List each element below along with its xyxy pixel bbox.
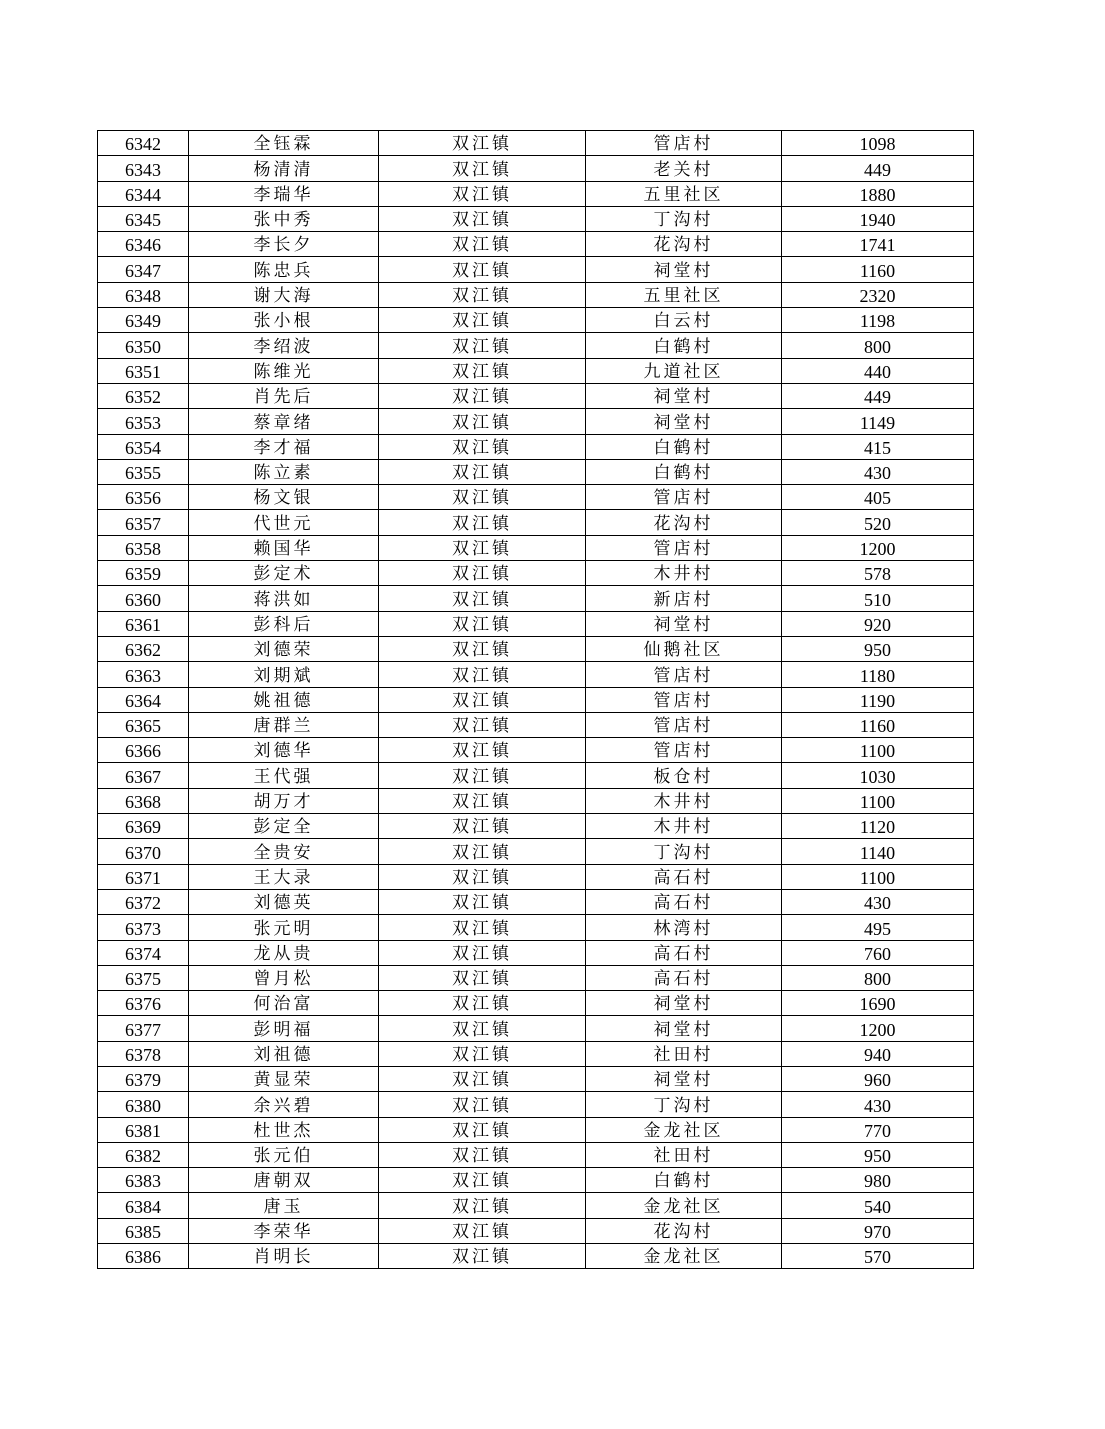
cell-village: 五里社区 [586, 181, 782, 206]
table-row [98, 712, 974, 737]
cell-village: 管店村 [586, 131, 782, 156]
cell-town: 双江镇 [379, 763, 586, 788]
cell-village: 花沟村 [586, 232, 782, 257]
cell-village: 社田村 [586, 1041, 782, 1066]
cell-village: 板仓村 [586, 763, 782, 788]
cell-village: 高石村 [586, 940, 782, 965]
cell-name: 李长夕 [189, 232, 379, 257]
cell-town: 双江镇 [379, 1244, 586, 1269]
cell-number: 6346 [98, 232, 189, 257]
cell-amount: 578 [782, 561, 974, 586]
cell-amount: 405 [782, 485, 974, 510]
cell-town: 双江镇 [379, 636, 586, 661]
cell-amount: 960 [782, 1066, 974, 1091]
cell-amount: 449 [782, 383, 974, 408]
cell-number: 6377 [98, 1016, 189, 1041]
cell-amount: 430 [782, 889, 974, 914]
cell-town: 双江镇 [379, 358, 586, 383]
cell-name: 黄显荣 [189, 1066, 379, 1091]
cell-village: 金龙社区 [586, 1244, 782, 1269]
cell-town: 双江镇 [379, 788, 586, 813]
cell-town: 双江镇 [379, 586, 586, 611]
cell-number: 6345 [98, 206, 189, 231]
table-row [98, 206, 974, 231]
cell-amount: 2320 [782, 282, 974, 307]
cell-amount: 940 [782, 1041, 974, 1066]
cell-town: 双江镇 [379, 738, 586, 763]
cell-name: 陈维光 [189, 358, 379, 383]
table-row [98, 991, 974, 1016]
table-row [98, 611, 974, 636]
table-row [98, 788, 974, 813]
cell-town: 双江镇 [379, 1117, 586, 1142]
cell-number: 6380 [98, 1092, 189, 1117]
cell-town: 双江镇 [379, 156, 586, 181]
cell-village: 丁沟村 [586, 206, 782, 231]
cell-name: 刘期斌 [189, 662, 379, 687]
cell-name: 姚祖德 [189, 687, 379, 712]
cell-village: 白鹤村 [586, 333, 782, 358]
cell-number: 6356 [98, 485, 189, 510]
cell-town: 双江镇 [379, 131, 586, 156]
cell-amount: 1940 [782, 206, 974, 231]
cell-town: 双江镇 [379, 459, 586, 484]
table-row [98, 1244, 974, 1269]
data-table [97, 130, 974, 1269]
cell-name: 肖明长 [189, 1244, 379, 1269]
cell-amount: 440 [782, 358, 974, 383]
cell-amount: 970 [782, 1218, 974, 1243]
cell-town: 双江镇 [379, 611, 586, 636]
cell-village: 木井村 [586, 814, 782, 839]
cell-village: 木井村 [586, 561, 782, 586]
table-row [98, 1117, 974, 1142]
cell-amount: 520 [782, 510, 974, 535]
cell-number: 6347 [98, 257, 189, 282]
table-row [98, 257, 974, 282]
cell-village: 管店村 [586, 687, 782, 712]
cell-town: 双江镇 [379, 206, 586, 231]
cell-town: 双江镇 [379, 839, 586, 864]
cell-name: 赖国华 [189, 535, 379, 560]
cell-name: 余兴碧 [189, 1092, 379, 1117]
cell-village: 九道社区 [586, 358, 782, 383]
table-row [98, 1092, 974, 1117]
cell-amount: 770 [782, 1117, 974, 1142]
cell-town: 双江镇 [379, 257, 586, 282]
cell-number: 6352 [98, 383, 189, 408]
cell-amount: 1180 [782, 662, 974, 687]
cell-name: 蔡章绪 [189, 409, 379, 434]
cell-number: 6373 [98, 915, 189, 940]
cell-name: 全贵安 [189, 839, 379, 864]
cell-village: 白鹤村 [586, 459, 782, 484]
table-row [98, 282, 974, 307]
cell-village: 林湾村 [586, 915, 782, 940]
cell-amount: 1200 [782, 1016, 974, 1041]
cell-number: 6383 [98, 1168, 189, 1193]
cell-number: 6362 [98, 636, 189, 661]
cell-number: 6381 [98, 1117, 189, 1142]
cell-town: 双江镇 [379, 1066, 586, 1091]
cell-name: 唐朝双 [189, 1168, 379, 1193]
table-row [98, 940, 974, 965]
cell-name: 彭明福 [189, 1016, 379, 1041]
cell-amount: 920 [782, 611, 974, 636]
cell-village: 祠堂村 [586, 257, 782, 282]
table-row [98, 839, 974, 864]
table-body [98, 131, 974, 1269]
cell-name: 李瑞华 [189, 181, 379, 206]
table-row [98, 535, 974, 560]
cell-amount: 1741 [782, 232, 974, 257]
cell-number: 6354 [98, 434, 189, 459]
cell-village: 金龙社区 [586, 1117, 782, 1142]
table-row [98, 232, 974, 257]
cell-number: 6378 [98, 1041, 189, 1066]
cell-number: 6355 [98, 459, 189, 484]
cell-number: 6386 [98, 1244, 189, 1269]
table-row [98, 662, 974, 687]
cell-town: 双江镇 [379, 232, 586, 257]
cell-town: 双江镇 [379, 687, 586, 712]
cell-amount: 1690 [782, 991, 974, 1016]
table-row [98, 1218, 974, 1243]
cell-village: 祠堂村 [586, 1016, 782, 1041]
cell-name: 陈忠兵 [189, 257, 379, 282]
cell-number: 6369 [98, 814, 189, 839]
cell-number: 6376 [98, 991, 189, 1016]
cell-town: 双江镇 [379, 535, 586, 560]
cell-village: 白鹤村 [586, 1168, 782, 1193]
table-row [98, 409, 974, 434]
cell-town: 双江镇 [379, 561, 586, 586]
cell-town: 双江镇 [379, 485, 586, 510]
cell-number: 6379 [98, 1066, 189, 1091]
cell-amount: 1030 [782, 763, 974, 788]
cell-village: 五里社区 [586, 282, 782, 307]
cell-amount: 800 [782, 333, 974, 358]
cell-village: 丁沟村 [586, 839, 782, 864]
table-row [98, 889, 974, 914]
cell-name: 王代强 [189, 763, 379, 788]
cell-name: 谢大海 [189, 282, 379, 307]
cell-village: 高石村 [586, 965, 782, 990]
cell-town: 双江镇 [379, 333, 586, 358]
cell-name: 刘德华 [189, 738, 379, 763]
table-row [98, 687, 974, 712]
table-row [98, 308, 974, 333]
cell-number: 6342 [98, 131, 189, 156]
cell-number: 6358 [98, 535, 189, 560]
cell-number: 6365 [98, 712, 189, 737]
cell-amount: 1149 [782, 409, 974, 434]
cell-amount: 1098 [782, 131, 974, 156]
cell-town: 双江镇 [379, 434, 586, 459]
cell-name: 杨文银 [189, 485, 379, 510]
cell-name: 张元伯 [189, 1142, 379, 1167]
table-row [98, 1041, 974, 1066]
cell-village: 祠堂村 [586, 409, 782, 434]
cell-town: 双江镇 [379, 409, 586, 434]
cell-town: 双江镇 [379, 383, 586, 408]
cell-name: 张小根 [189, 308, 379, 333]
cell-village: 社田村 [586, 1142, 782, 1167]
cell-name: 王大录 [189, 864, 379, 889]
cell-number: 6357 [98, 510, 189, 535]
cell-town: 双江镇 [379, 1218, 586, 1243]
cell-village: 丁沟村 [586, 1092, 782, 1117]
table-row [98, 1193, 974, 1218]
cell-name: 胡万才 [189, 788, 379, 813]
cell-number: 6348 [98, 282, 189, 307]
cell-amount: 1100 [782, 788, 974, 813]
table-row [98, 864, 974, 889]
cell-town: 双江镇 [379, 1041, 586, 1066]
table-row [98, 1142, 974, 1167]
cell-town: 双江镇 [379, 662, 586, 687]
table-row [98, 738, 974, 763]
cell-village: 祠堂村 [586, 611, 782, 636]
cell-village: 木井村 [586, 788, 782, 813]
cell-amount: 430 [782, 1092, 974, 1117]
cell-town: 双江镇 [379, 1016, 586, 1041]
cell-amount: 430 [782, 459, 974, 484]
cell-number: 6350 [98, 333, 189, 358]
cell-name: 彭科后 [189, 611, 379, 636]
cell-name: 刘德英 [189, 889, 379, 914]
cell-amount: 1190 [782, 687, 974, 712]
cell-number: 6366 [98, 738, 189, 763]
cell-amount: 495 [782, 915, 974, 940]
cell-amount: 1140 [782, 839, 974, 864]
cell-amount: 950 [782, 636, 974, 661]
cell-name: 龙从贵 [189, 940, 379, 965]
table-row [98, 586, 974, 611]
cell-name: 唐群兰 [189, 712, 379, 737]
cell-number: 6382 [98, 1142, 189, 1167]
cell-number: 6361 [98, 611, 189, 636]
cell-amount: 760 [782, 940, 974, 965]
cell-town: 双江镇 [379, 991, 586, 1016]
cell-amount: 800 [782, 965, 974, 990]
table-row [98, 636, 974, 661]
cell-number: 6367 [98, 763, 189, 788]
cell-number: 6360 [98, 586, 189, 611]
cell-name: 蒋洪如 [189, 586, 379, 611]
cell-town: 双江镇 [379, 510, 586, 535]
table-row [98, 459, 974, 484]
cell-village: 高石村 [586, 864, 782, 889]
cell-name: 代世元 [189, 510, 379, 535]
cell-village: 管店村 [586, 485, 782, 510]
cell-town: 双江镇 [379, 282, 586, 307]
cell-village: 仙鹅社区 [586, 636, 782, 661]
cell-name: 张中秀 [189, 206, 379, 231]
cell-number: 6344 [98, 181, 189, 206]
cell-village: 花沟村 [586, 1218, 782, 1243]
cell-amount: 1160 [782, 712, 974, 737]
table-row [98, 1168, 974, 1193]
cell-number: 6363 [98, 662, 189, 687]
cell-amount: 415 [782, 434, 974, 459]
cell-name: 李才福 [189, 434, 379, 459]
cell-name: 杨清清 [189, 156, 379, 181]
table-row [98, 434, 974, 459]
cell-number: 6384 [98, 1193, 189, 1218]
cell-amount: 1880 [782, 181, 974, 206]
cell-number: 6368 [98, 788, 189, 813]
cell-village: 管店村 [586, 712, 782, 737]
cell-number: 6371 [98, 864, 189, 889]
table-row [98, 1066, 974, 1091]
cell-name: 李绍波 [189, 333, 379, 358]
cell-name: 何治富 [189, 991, 379, 1016]
cell-amount: 1100 [782, 864, 974, 889]
cell-amount: 570 [782, 1244, 974, 1269]
cell-name: 唐玉 [189, 1193, 379, 1218]
table-row [98, 814, 974, 839]
cell-name: 彭定全 [189, 814, 379, 839]
cell-number: 6351 [98, 358, 189, 383]
cell-town: 双江镇 [379, 181, 586, 206]
cell-village: 管店村 [586, 535, 782, 560]
table-row [98, 561, 974, 586]
cell-number: 6364 [98, 687, 189, 712]
cell-name: 曾月松 [189, 965, 379, 990]
cell-amount: 540 [782, 1193, 974, 1218]
cell-amount: 1100 [782, 738, 974, 763]
table-row [98, 156, 974, 181]
cell-number: 6370 [98, 839, 189, 864]
cell-town: 双江镇 [379, 940, 586, 965]
cell-amount: 1160 [782, 257, 974, 282]
cell-number: 6372 [98, 889, 189, 914]
cell-name: 肖先后 [189, 383, 379, 408]
cell-village: 金龙社区 [586, 1193, 782, 1218]
cell-village: 祠堂村 [586, 991, 782, 1016]
table-row [98, 358, 974, 383]
cell-town: 双江镇 [379, 814, 586, 839]
table-row [98, 510, 974, 535]
cell-village: 管店村 [586, 738, 782, 763]
cell-name: 彭定术 [189, 561, 379, 586]
cell-number: 6349 [98, 308, 189, 333]
table-row [98, 965, 974, 990]
cell-village: 老关村 [586, 156, 782, 181]
cell-village: 白鹤村 [586, 434, 782, 459]
cell-town: 双江镇 [379, 889, 586, 914]
cell-town: 双江镇 [379, 915, 586, 940]
cell-number: 6353 [98, 409, 189, 434]
cell-amount: 1198 [782, 308, 974, 333]
cell-amount: 1200 [782, 535, 974, 560]
cell-village: 白云村 [586, 308, 782, 333]
cell-amount: 980 [782, 1168, 974, 1193]
cell-name: 李荣华 [189, 1218, 379, 1243]
cell-amount: 449 [782, 156, 974, 181]
cell-name: 刘祖德 [189, 1041, 379, 1066]
table-row [98, 485, 974, 510]
cell-village: 祠堂村 [586, 1066, 782, 1091]
cell-village: 花沟村 [586, 510, 782, 535]
cell-town: 双江镇 [379, 308, 586, 333]
cell-name: 杜世杰 [189, 1117, 379, 1142]
table-row [98, 1016, 974, 1041]
cell-village: 高石村 [586, 889, 782, 914]
cell-number: 6375 [98, 965, 189, 990]
cell-name: 刘德荣 [189, 636, 379, 661]
cell-town: 双江镇 [379, 1168, 586, 1193]
cell-number: 6385 [98, 1218, 189, 1243]
cell-town: 双江镇 [379, 1092, 586, 1117]
table-row [98, 131, 974, 156]
cell-town: 双江镇 [379, 1142, 586, 1167]
cell-number: 6343 [98, 156, 189, 181]
cell-name: 全钰霖 [189, 131, 379, 156]
table-row [98, 763, 974, 788]
cell-town: 双江镇 [379, 712, 586, 737]
cell-town: 双江镇 [379, 864, 586, 889]
cell-village: 新店村 [586, 586, 782, 611]
cell-village: 管店村 [586, 662, 782, 687]
cell-village: 祠堂村 [586, 383, 782, 408]
cell-town: 双江镇 [379, 1193, 586, 1218]
cell-amount: 950 [782, 1142, 974, 1167]
table-row [98, 333, 974, 358]
cell-name: 张元明 [189, 915, 379, 940]
cell-number: 6359 [98, 561, 189, 586]
table-row [98, 915, 974, 940]
cell-town: 双江镇 [379, 965, 586, 990]
cell-number: 6374 [98, 940, 189, 965]
table-row [98, 181, 974, 206]
cell-amount: 510 [782, 586, 974, 611]
cell-name: 陈立素 [189, 459, 379, 484]
table-row [98, 383, 974, 408]
cell-amount: 1120 [782, 814, 974, 839]
